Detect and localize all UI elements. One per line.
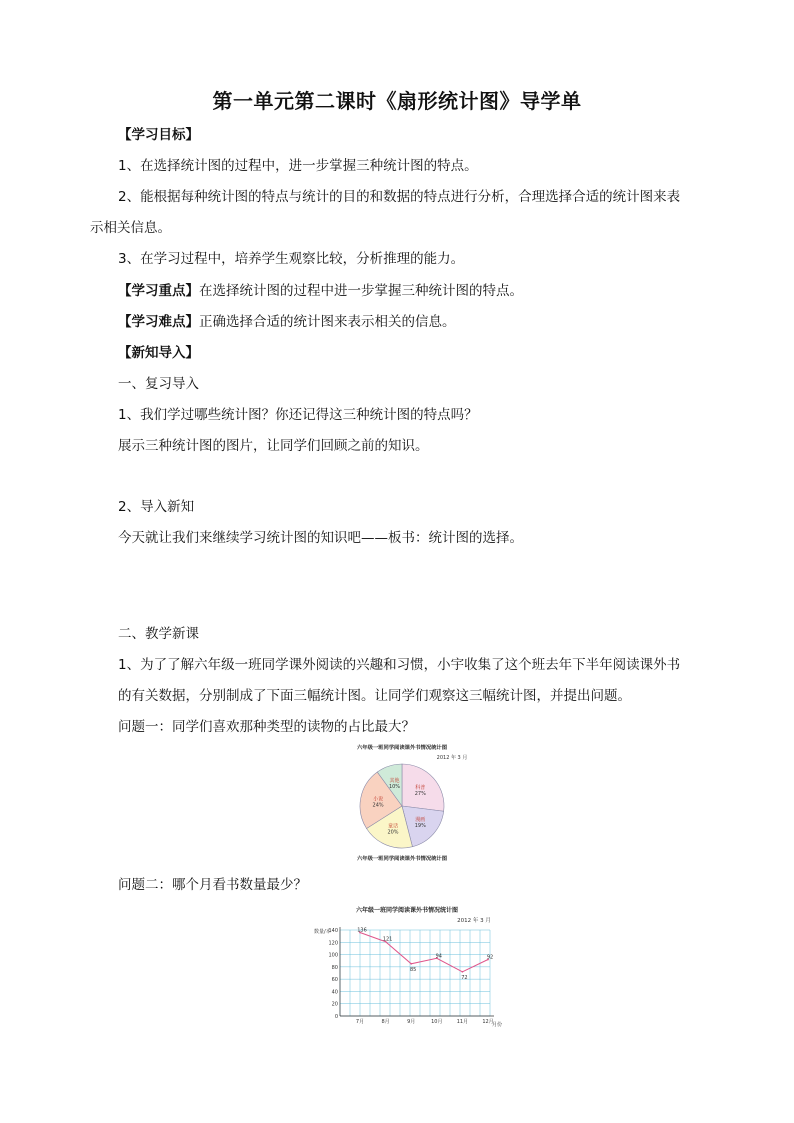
x-tick-label: 7月 xyxy=(355,1019,365,1025)
pie-slice-label-4: 小说 xyxy=(373,796,384,803)
pie-slice-value-3: 20% xyxy=(387,829,399,836)
objective-2-line1: 2、能根据每种统计图的特点与统计的目的和数据的特点进行分析，合理选择合适的统计图来表 xyxy=(118,189,681,205)
data-label: 85 xyxy=(410,966,417,973)
question-2: 问题二：哪个月看书数量最少？ xyxy=(118,877,307,893)
review-heading: 一、复习导入 xyxy=(118,376,199,392)
key-text: 在选择统计图的过程中进一步掌握三种统计图的特点。 xyxy=(199,283,523,299)
line-subtitle: 2012 年 3 月 xyxy=(457,918,491,924)
x-tick-label: 8月 xyxy=(381,1019,390,1025)
line-point xyxy=(462,971,464,973)
data-label: 72 xyxy=(461,974,468,981)
x-tick-label: 9月 xyxy=(407,1019,416,1025)
y-tick-label: 100 xyxy=(328,952,338,959)
new-knowledge-text: 今天就让我们来继续学习统计图的知识吧——板书：统计图的选择。 xyxy=(118,530,523,546)
lesson-heading: 二、教学新课 xyxy=(118,626,199,642)
line-point xyxy=(410,963,412,965)
lesson-p1-line1: 1、为了了解六年级一班同学课外阅读的兴趣和习惯，小宇收集了这个班去年下半年阅读课外书 xyxy=(118,657,681,673)
line-title: 六年级一班同学阅读课外书情况统计图 xyxy=(355,907,459,914)
y-tick-label: 140 xyxy=(328,928,338,934)
difficulty-text: 正确选择合适的统计图来表示相关的信息。 xyxy=(199,314,456,330)
difficulty-point xyxy=(118,313,456,331)
pie-slice-label-2: 漫画 xyxy=(415,817,426,824)
line-ylabel: 数量/本 xyxy=(314,929,331,935)
objective-1: 1、在选择统计图的过程中，进一步掌握三种统计图的特点。 xyxy=(118,158,478,174)
question-1: 问题一：同学们喜欢那种类型的读物的占比最大？ xyxy=(118,719,415,735)
y-tick-label: 40 xyxy=(331,989,338,996)
pie-slice-label-5: 其他 xyxy=(389,777,400,784)
objectives-heading: 【学习目标】 xyxy=(118,127,199,143)
pie-caption: 六年级一班同学阅读课外书情况统计图 xyxy=(356,856,448,862)
pie-slice-value-4: 24% xyxy=(372,802,384,809)
data-label: 136 xyxy=(357,927,367,934)
new-knowledge-heading: 2、导入新知 xyxy=(118,499,195,515)
y-tick-label: 80 xyxy=(331,964,338,971)
pie-slice-label-3: 童话 xyxy=(387,823,399,830)
review-question: 1、我们学过哪些统计图？你还记得这三种统计图的特点吗？ xyxy=(118,407,478,423)
line-series xyxy=(360,933,488,972)
pie-slice-label-1: 科普 xyxy=(415,784,426,791)
intro-heading: 【新知导入】 xyxy=(118,345,199,361)
objective-2-line2: 示相关信息。 xyxy=(90,220,171,236)
difficulty-label: 【学习难点】 xyxy=(118,314,199,330)
data-label: 94 xyxy=(435,953,442,960)
line-chart xyxy=(312,903,512,1035)
line-xlabel: 月份 xyxy=(492,1022,503,1028)
y-tick-label: 120 xyxy=(328,940,338,947)
pie-chart-svg xyxy=(330,742,480,867)
key-point xyxy=(118,282,523,300)
document-title: 第一单元第二课时《扇形统计图》导学单 xyxy=(212,89,582,113)
pie-subtitle: 2012 年 3 月 xyxy=(436,755,468,761)
x-tick-label: 12月 xyxy=(482,1019,494,1025)
pie-title: 六年级一班同学阅读课外书情况统计图 xyxy=(356,745,448,751)
data-label: 121 xyxy=(382,936,393,943)
lesson-p1-line2: 的有关数据，分别制成了下面三幅统计图。让同学们观察这三幅统计图，并提出问题。 xyxy=(118,688,631,704)
review-text: 展示三种统计图的图片，让同学们回顾之前的知识。 xyxy=(118,438,429,454)
x-tick-label: 11月 xyxy=(456,1019,469,1025)
y-tick-label: 0 xyxy=(334,1014,338,1020)
line-chart-svg xyxy=(312,903,512,1031)
x-tick-label: 10月 xyxy=(431,1019,443,1025)
key-label: 【学习重点】 xyxy=(118,283,199,299)
y-tick-label: 60 xyxy=(331,977,338,984)
pie-slice-value-5: 10% xyxy=(388,783,401,790)
objective-3: 3、在学习过程中，培养学生观察比较，分析推理的能力。 xyxy=(118,251,465,267)
data-label: 92 xyxy=(486,954,494,961)
pie-slice-value-1: 27% xyxy=(414,790,426,797)
y-tick-label: 20 xyxy=(331,1001,338,1008)
pie-chart xyxy=(330,742,480,871)
pie-slice-value-2: 19% xyxy=(414,823,426,830)
